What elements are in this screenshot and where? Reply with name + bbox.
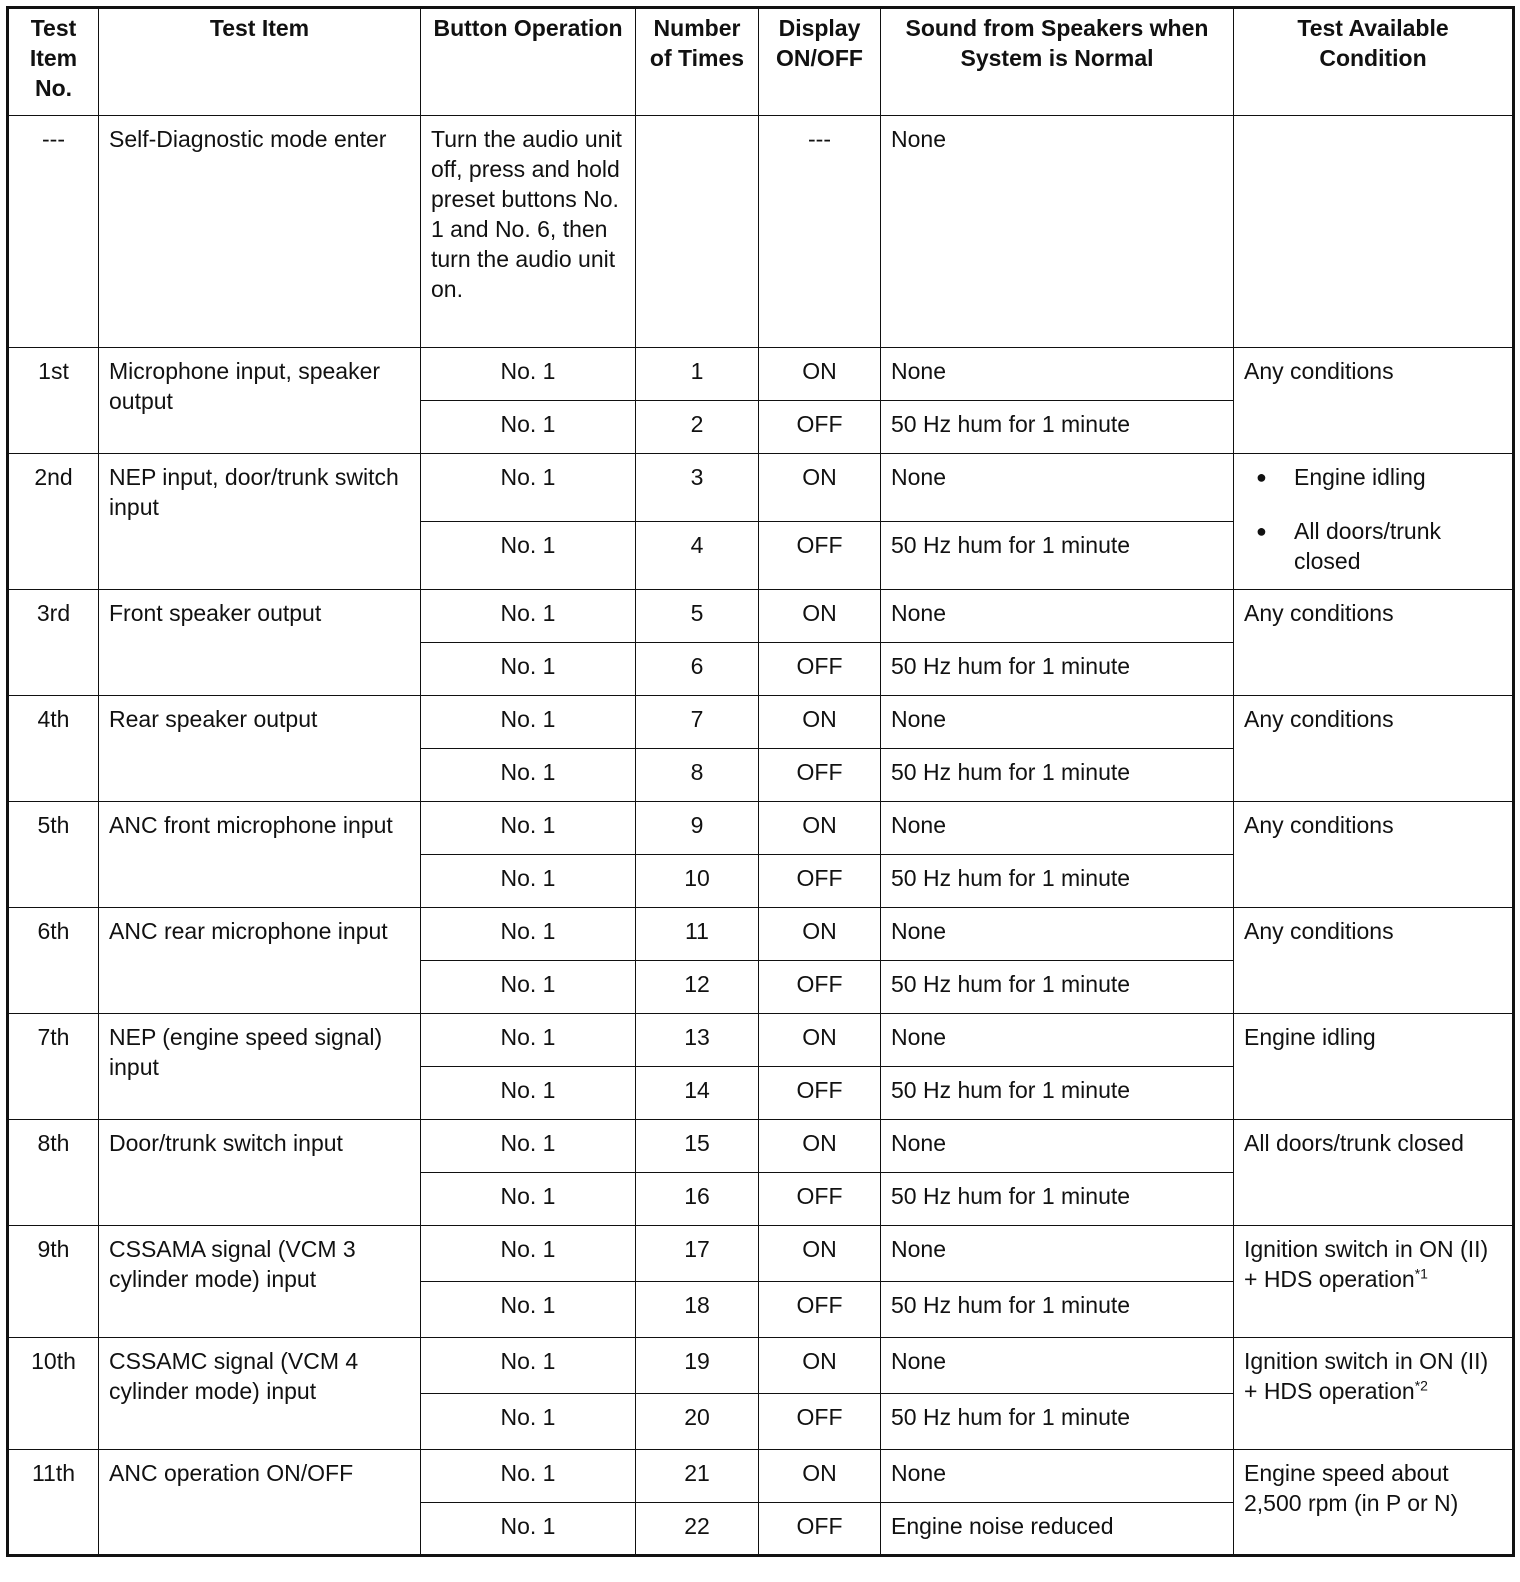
test-item-no: 6th <box>8 908 99 1014</box>
number-of-times: 16 <box>636 1173 759 1226</box>
table-row <box>8 348 1514 401</box>
number-of-times: 10 <box>636 855 759 908</box>
speaker-sound: None <box>881 908 1234 961</box>
button-operation: No. 1 <box>421 1067 636 1120</box>
test-item-no: 2nd <box>8 454 99 590</box>
number-of-times: 9 <box>636 802 759 855</box>
button-operation: No. 1 <box>421 749 636 802</box>
number-of-times: 8 <box>636 749 759 802</box>
display-state: OFF <box>759 749 881 802</box>
number-of-times: 20 <box>636 1394 759 1450</box>
test-item-no: 5th <box>8 802 99 908</box>
speaker-sound: None <box>881 590 1234 643</box>
header-sound: Sound from Speakers when System is Normal <box>881 8 1234 116</box>
speaker-sound: None <box>881 1338 1234 1394</box>
condition-text: Any conditions <box>1244 812 1394 838</box>
speaker-sound: 50 Hz hum for 1 minute <box>881 961 1234 1014</box>
button-operation: No. 1 <box>421 348 636 401</box>
condition-list-item: ● All doors/trunk closed <box>1244 516 1502 576</box>
condition-text: Engine idling <box>1244 1024 1376 1050</box>
number-of-times: 21 <box>636 1450 759 1503</box>
button-operation: No. 1 <box>421 1282 636 1338</box>
button-operation: No. 1 <box>421 696 636 749</box>
display-state: OFF <box>759 401 881 454</box>
entry-condition <box>1234 116 1514 348</box>
table-body <box>8 116 1514 1556</box>
display-state: OFF <box>759 1503 881 1556</box>
number-of-times: 15 <box>636 1120 759 1173</box>
speaker-sound: None <box>881 1450 1234 1503</box>
button-operation: No. 1 <box>421 1014 636 1067</box>
display-state: ON <box>759 1120 881 1173</box>
button-operation: No. 1 <box>421 590 636 643</box>
test-condition <box>1234 1450 1514 1556</box>
test-item: CSSAMC signal (VCM 4 cylinder mode) input <box>99 1338 421 1450</box>
table-row <box>8 802 1514 855</box>
button-operation: No. 1 <box>421 802 636 855</box>
condition-text: Any conditions <box>1244 600 1394 626</box>
button-operation: No. 1 <box>421 855 636 908</box>
test-item-no: 1st <box>8 348 99 454</box>
speaker-sound: Engine noise reduced <box>881 1503 1234 1556</box>
button-operation: No. 1 <box>421 643 636 696</box>
table-row <box>8 1338 1514 1394</box>
display-state: ON <box>759 454 881 522</box>
display-state: ON <box>759 1014 881 1067</box>
display-state: OFF <box>759 855 881 908</box>
number-of-times: 11 <box>636 908 759 961</box>
number-of-times: 19 <box>636 1338 759 1394</box>
test-condition <box>1234 802 1514 908</box>
test-condition <box>1234 1338 1514 1450</box>
button-operation: No. 1 <box>421 1226 636 1282</box>
speaker-sound: 50 Hz hum for 1 minute <box>881 1394 1234 1450</box>
number-of-times: 2 <box>636 401 759 454</box>
entry-sound: None <box>881 116 1234 348</box>
condition-text: Ignition switch in ON (II) + HDS operation <box>1244 1236 1489 1292</box>
condition-list <box>1244 462 1502 576</box>
speaker-sound: 50 Hz hum for 1 minute <box>881 855 1234 908</box>
entry-no: --- <box>8 116 99 348</box>
speaker-sound: None <box>881 802 1234 855</box>
test-item: Front speaker output <box>99 590 421 696</box>
number-of-times: 12 <box>636 961 759 1014</box>
table-row <box>8 1226 1514 1282</box>
number-of-times: 6 <box>636 643 759 696</box>
test-item: Rear speaker output <box>99 696 421 802</box>
condition-text: Ignition switch in ON (II) + HDS operation <box>1244 1348 1489 1404</box>
button-operation: No. 1 <box>421 1120 636 1173</box>
entry-button: Turn the audio unit off, press and hold preset buttons No. 1 and No. 6, then turn the audio unit on. <box>421 116 636 348</box>
number-of-times: 4 <box>636 522 759 590</box>
display-state: ON <box>759 696 881 749</box>
header-row <box>8 8 1514 116</box>
condition-text: Any conditions <box>1244 918 1394 944</box>
button-operation: No. 1 <box>421 454 636 522</box>
condition-text: Engine speed about 2,500 rpm (in P or N) <box>1244 1460 1459 1516</box>
test-item-no: 9th <box>8 1226 99 1338</box>
test-item-no: 10th <box>8 1338 99 1450</box>
condition-list-item: ● Engine idling <box>1244 462 1502 492</box>
display-state: OFF <box>759 1282 881 1338</box>
test-condition <box>1234 348 1514 454</box>
button-operation: No. 1 <box>421 522 636 590</box>
speaker-sound: 50 Hz hum for 1 minute <box>881 643 1234 696</box>
speaker-sound: 50 Hz hum for 1 minute <box>881 749 1234 802</box>
entry-display: --- <box>759 116 881 348</box>
display-state: OFF <box>759 1173 881 1226</box>
speaker-sound: None <box>881 454 1234 522</box>
speaker-sound: None <box>881 1226 1234 1282</box>
entry-item: Self-Diagnostic mode enter <box>99 116 421 348</box>
speaker-sound: None <box>881 1120 1234 1173</box>
test-item-no: 8th <box>8 1120 99 1226</box>
number-of-times: 17 <box>636 1226 759 1282</box>
header-test-item: Test Item <box>99 8 421 116</box>
test-item: ANC operation ON/OFF <box>99 1450 421 1556</box>
table-row <box>8 696 1514 749</box>
button-operation: No. 1 <box>421 961 636 1014</box>
test-condition <box>1234 590 1514 696</box>
condition-text: Any conditions <box>1244 358 1394 384</box>
test-condition <box>1234 1014 1514 1120</box>
number-of-times: 7 <box>636 696 759 749</box>
table-row <box>8 1120 1514 1173</box>
test-item: ANC rear microphone input <box>99 908 421 1014</box>
table-row <box>8 590 1514 643</box>
button-operation: No. 1 <box>421 1338 636 1394</box>
test-item-no: 7th <box>8 1014 99 1120</box>
test-item-no: 11th <box>8 1450 99 1556</box>
header-display: Display ON/OFF <box>759 8 881 116</box>
button-operation: No. 1 <box>421 401 636 454</box>
header-number-of-times: Number of Times <box>636 8 759 116</box>
speaker-sound: 50 Hz hum for 1 minute <box>881 401 1234 454</box>
display-state: OFF <box>759 522 881 590</box>
display-state: ON <box>759 908 881 961</box>
display-state: OFF <box>759 1067 881 1120</box>
number-of-times: 22 <box>636 1503 759 1556</box>
test-condition <box>1234 908 1514 1014</box>
table-row <box>8 116 1514 348</box>
diagnostic-test-table <box>6 6 1515 1557</box>
test-condition <box>1234 454 1514 590</box>
display-state: OFF <box>759 643 881 696</box>
number-of-times: 5 <box>636 590 759 643</box>
display-state: ON <box>759 348 881 401</box>
number-of-times: 18 <box>636 1282 759 1338</box>
number-of-times: 1 <box>636 348 759 401</box>
table-row <box>8 454 1514 522</box>
button-operation: No. 1 <box>421 1450 636 1503</box>
display-state: ON <box>759 1226 881 1282</box>
test-item: CSSAMA signal (VCM 3 cylinder mode) input <box>99 1226 421 1338</box>
speaker-sound: None <box>881 1014 1234 1067</box>
table-row <box>8 1450 1514 1503</box>
footnote-mark: *1 <box>1414 1265 1428 1282</box>
display-state: OFF <box>759 1394 881 1450</box>
display-state: ON <box>759 590 881 643</box>
test-item: NEP input, door/trunk switch input <box>99 454 421 590</box>
display-state: ON <box>759 1450 881 1503</box>
test-condition <box>1234 1226 1514 1338</box>
speaker-sound: None <box>881 696 1234 749</box>
speaker-sound: 50 Hz hum for 1 minute <box>881 1173 1234 1226</box>
table-row <box>8 908 1514 961</box>
test-item: Microphone input, speaker output <box>99 348 421 454</box>
button-operation: No. 1 <box>421 1394 636 1450</box>
number-of-times: 3 <box>636 454 759 522</box>
header-test-item-no: Test Item No. <box>8 8 99 116</box>
header-button-operation: Button Operation <box>421 8 636 116</box>
button-operation: No. 1 <box>421 908 636 961</box>
test-item: NEP (engine speed signal) input <box>99 1014 421 1120</box>
speaker-sound: 50 Hz hum for 1 minute <box>881 1067 1234 1120</box>
test-item-no: 3rd <box>8 590 99 696</box>
display-state: ON <box>759 1338 881 1394</box>
table-row <box>8 1014 1514 1067</box>
condition-text: All doors/trunk closed <box>1244 1130 1464 1156</box>
test-item-no: 4th <box>8 696 99 802</box>
button-operation: No. 1 <box>421 1503 636 1556</box>
button-operation: No. 1 <box>421 1173 636 1226</box>
test-item: ANC front microphone input <box>99 802 421 908</box>
entry-times <box>636 116 759 348</box>
number-of-times: 14 <box>636 1067 759 1120</box>
condition-text: Any conditions <box>1244 706 1394 732</box>
test-condition <box>1234 1120 1514 1226</box>
speaker-sound: 50 Hz hum for 1 minute <box>881 1282 1234 1338</box>
speaker-sound: 50 Hz hum for 1 minute <box>881 522 1234 590</box>
header-condition: Test Available Condition <box>1234 8 1514 116</box>
test-condition <box>1234 696 1514 802</box>
display-state: OFF <box>759 961 881 1014</box>
display-state: ON <box>759 802 881 855</box>
test-item: Door/trunk switch input <box>99 1120 421 1226</box>
speaker-sound: None <box>881 348 1234 401</box>
number-of-times: 13 <box>636 1014 759 1067</box>
footnote-mark: *2 <box>1414 1377 1428 1394</box>
